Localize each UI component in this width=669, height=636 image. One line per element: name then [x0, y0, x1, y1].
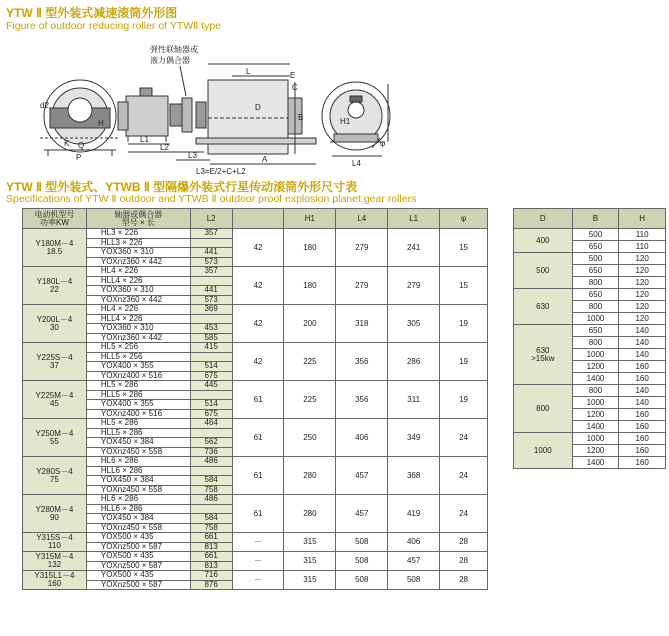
spec-title-cn: YTW Ⅱ 型外装式、YTWB Ⅱ 型隔爆外装式行星传动滚筒外形尺寸表: [6, 180, 358, 194]
height-cell: 140: [619, 397, 666, 409]
l2-cell: 813: [190, 561, 232, 571]
motor-model-cell: Y200L－4 30: [23, 305, 87, 343]
reducer-flange: [196, 102, 206, 128]
k-cell: 42: [232, 305, 284, 343]
h1-cell: 315: [284, 552, 336, 571]
l2-cell: [190, 504, 232, 514]
l1-cell: 406: [388, 533, 440, 552]
header-model: 电动机型号 功率KW: [23, 209, 87, 229]
drum-diameter-cell: 800: [514, 385, 573, 433]
phi-cell: 24: [440, 419, 488, 457]
h1-cell: 180: [284, 229, 336, 267]
l1-cell: 305: [388, 305, 440, 343]
l1-cell: 241: [388, 229, 440, 267]
height-cell: 160: [619, 409, 666, 421]
l1-cell: 311: [388, 381, 440, 419]
height-cell: 140: [619, 349, 666, 361]
coupling-cell: YOXnz360 × 442: [86, 257, 190, 267]
l2-cell: 876: [190, 580, 232, 590]
l4-cell: 406: [336, 419, 388, 457]
phi-cell: 28: [440, 571, 488, 590]
coupling-cell: HLL3 × 226: [86, 238, 190, 248]
height-cell: 160: [619, 421, 666, 433]
formula-L3: L3=E/2+C+L2: [196, 167, 246, 176]
phi-cell: 15: [440, 229, 488, 267]
coupling-cell: YOXnz500 × 587: [86, 580, 190, 590]
phi-cell: 19: [440, 305, 488, 343]
coupling-cell: HL3 × 226: [86, 229, 190, 239]
k-cell: 61: [232, 495, 284, 533]
coupling-cell: YOX500 × 435: [86, 533, 190, 543]
coupling-label-2: 液力偶合器: [150, 56, 190, 65]
motor-model-cell: Y280M－4 90: [23, 495, 87, 533]
belt-width-cell: 800: [572, 277, 619, 289]
k-cell: 61: [232, 381, 284, 419]
l2-cell: 441: [190, 286, 232, 296]
header-h1: H1: [284, 209, 336, 229]
coupling-cell: HLL5 × 286: [86, 428, 190, 438]
belt-width-cell: 1400: [572, 421, 619, 433]
phi-cell: 24: [440, 495, 488, 533]
h1-cell: 200: [284, 305, 336, 343]
coupling-cell: YOX450 × 384: [86, 514, 190, 524]
l1-cell: 279: [388, 267, 440, 305]
coupling-cell: HLL4 × 226: [86, 314, 190, 324]
coupling-cell: HL4 × 226: [86, 267, 190, 277]
h1-cell: 225: [284, 381, 336, 419]
l2-cell: 585: [190, 333, 232, 343]
l2-cell: 716: [190, 571, 232, 581]
k-cell: 42: [232, 267, 284, 305]
belt-width-cell: 500: [572, 253, 619, 265]
table-row: [514, 433, 666, 445]
motor-model-cell: Y315L1－4 160: [23, 571, 87, 590]
coupling-cell: YOX360 × 310: [86, 324, 190, 334]
phi-cell: 15: [440, 267, 488, 305]
dim-L1: L1: [140, 135, 149, 144]
coupling-cell: YOXnz450 × 558: [86, 447, 190, 457]
table-row: [23, 305, 488, 315]
dim-Q: Q: [78, 141, 85, 150]
coupling-body: [170, 66, 192, 132]
belt-width-cell: 650: [572, 325, 619, 337]
l2-cell: [190, 466, 232, 476]
l2-cell: [190, 390, 232, 400]
table-row: [23, 552, 488, 562]
table-row: [23, 495, 488, 505]
coupling-cell: HL6 × 286: [86, 457, 190, 467]
roller-outline-drawing: [0, 38, 669, 176]
belt-width-cell: 650: [572, 289, 619, 301]
dim-C: C: [292, 83, 298, 92]
height-cell: 160: [619, 457, 666, 469]
table-row: [23, 457, 488, 467]
dim-d2: d2: [40, 101, 49, 110]
k-cell: 61: [232, 457, 284, 495]
figure-title-en: Figure of outdoor reducing roller of YTWⅡ type: [6, 20, 222, 32]
dim-B: B: [298, 113, 304, 122]
drum-size-table: [513, 208, 666, 469]
l2-cell: 357: [190, 267, 232, 277]
spec-title-en: Specifications of YTW Ⅱ outdoor and YTWB Ⅱ outdoor proof explosion planet gear rollers: [6, 193, 417, 205]
l2-cell: [190, 238, 232, 248]
l2-cell: 661: [190, 552, 232, 562]
header-l2: L2: [190, 209, 232, 229]
table-row: [514, 229, 666, 241]
l2-cell: 357: [190, 229, 232, 239]
motor-model-cell: Y315S－4 110: [23, 533, 87, 552]
coupling-cell: HL5 × 286: [86, 381, 190, 391]
coupling-cell: YOXnz400 × 516: [86, 371, 190, 381]
height-cell: 120: [619, 301, 666, 313]
l2-cell: 675: [190, 409, 232, 419]
belt-width-cell: 650: [572, 241, 619, 253]
drum-diameter-cell: 1000: [514, 433, 573, 469]
height-cell: 110: [619, 241, 666, 253]
l1-cell: 368: [388, 457, 440, 495]
coupling-cell: YOX360 × 310: [86, 286, 190, 296]
belt-width-cell: 1400: [572, 457, 619, 469]
height-cell: 160: [619, 361, 666, 373]
h1-cell: 315: [284, 533, 336, 552]
height-cell: 120: [619, 265, 666, 277]
l2-cell: 584: [190, 514, 232, 524]
height-cell: 120: [619, 289, 666, 301]
l4-cell: 279: [336, 267, 388, 305]
l2-cell: 758: [190, 523, 232, 533]
belt-width-cell: 800: [572, 301, 619, 313]
l4-cell: 457: [336, 495, 388, 533]
l4-cell: 356: [336, 343, 388, 381]
header-phi: φ: [440, 209, 488, 229]
drum-diameter-cell: 630: [514, 289, 573, 325]
height-cell: 140: [619, 325, 666, 337]
header-b: B: [572, 209, 619, 229]
phi-cell: 19: [440, 381, 488, 419]
height-cell: 120: [619, 277, 666, 289]
belt-width-cell: 1200: [572, 361, 619, 373]
coupling-cell: YOXnz500 × 587: [86, 542, 190, 552]
l2-cell: 415: [190, 343, 232, 353]
table-row: [514, 289, 666, 301]
l4-cell: 508: [336, 552, 388, 571]
dim-H1: H1: [340, 117, 351, 126]
h1-cell: 225: [284, 343, 336, 381]
l2-cell: 441: [190, 248, 232, 258]
belt-width-cell: 800: [572, 385, 619, 397]
l2-cell: 758: [190, 485, 232, 495]
header-k: [232, 209, 284, 229]
belt-width-cell: 1000: [572, 433, 619, 445]
h1-cell: 180: [284, 267, 336, 305]
k-cell: －: [232, 533, 284, 552]
height-cell: 160: [619, 373, 666, 385]
l2-cell: 486: [190, 457, 232, 467]
dim-H: H: [98, 119, 104, 128]
h1-cell: 315: [284, 571, 336, 590]
h1-cell: 250: [284, 419, 336, 457]
k-cell: 42: [232, 343, 284, 381]
l2-cell: 661: [190, 533, 232, 543]
h1-cell: 280: [284, 457, 336, 495]
k-cell: 61: [232, 419, 284, 457]
l2-cell: 562: [190, 438, 232, 448]
table-row: [23, 343, 488, 353]
l2-cell: 369: [190, 305, 232, 315]
coupling-cell: YOX500 × 435: [86, 571, 190, 581]
dim-A: A: [262, 155, 268, 164]
figure-title-cn: YTW Ⅱ 型外装式减速滚筒外形图: [6, 6, 178, 20]
belt-width-cell: 1200: [572, 445, 619, 457]
header-l4: L4: [336, 209, 388, 229]
phi-cell: 28: [440, 552, 488, 571]
coupling-label-1: 弹性联轴器或: [150, 45, 198, 54]
l2-cell: 486: [190, 495, 232, 505]
l2-cell: 573: [190, 257, 232, 267]
coupling-cell: YOXnz450 × 558: [86, 485, 190, 495]
coupling-cell: HLL6 × 286: [86, 504, 190, 514]
header-l1: L1: [388, 209, 440, 229]
phi-cell: 19: [440, 343, 488, 381]
coupling-cell: HL5 × 256: [86, 343, 190, 353]
table-row: [23, 533, 488, 543]
l1-cell: 349: [388, 419, 440, 457]
coupling-cell: YOX400 × 355: [86, 362, 190, 372]
l1-cell: 286: [388, 343, 440, 381]
dim-E: E: [290, 71, 296, 80]
l2-cell: [190, 314, 232, 324]
header-coupling: 轴器或偶合器 型号 × 长: [86, 209, 190, 229]
l4-cell: 279: [336, 229, 388, 267]
phi-cell: 24: [440, 457, 488, 495]
k-cell: －: [232, 552, 284, 571]
l2-cell: 675: [190, 371, 232, 381]
l1-cell: 419: [388, 495, 440, 533]
height-cell: 110: [619, 229, 666, 241]
coupling-cell: YOXnz360 × 442: [86, 333, 190, 343]
table-row: [23, 419, 488, 429]
l4-cell: 318: [336, 305, 388, 343]
coupling-cell: HL4 × 226: [86, 305, 190, 315]
l1-cell: 508: [388, 571, 440, 590]
l2-cell: [190, 276, 232, 286]
l2-cell: [190, 352, 232, 362]
l2-cell: 573: [190, 295, 232, 305]
table-row: [23, 571, 488, 581]
coupling-cell: HLL4 × 226: [86, 276, 190, 286]
motor-model-cell: Y315M－4 132: [23, 552, 87, 571]
dim-L3: L3: [188, 151, 197, 160]
coupling-cell: HLL5 × 286: [86, 390, 190, 400]
height-cell: 140: [619, 337, 666, 349]
motor-model-cell: Y225S－4 37: [23, 343, 87, 381]
l2-cell: 736: [190, 447, 232, 457]
coupling-cell: YOX360 × 310: [86, 248, 190, 258]
l4-cell: 508: [336, 533, 388, 552]
table-row: [514, 325, 666, 337]
l2-cell: 514: [190, 362, 232, 372]
k-cell: －: [232, 571, 284, 590]
height-cell: 160: [619, 445, 666, 457]
belt-width-cell: 1400: [572, 373, 619, 385]
l1-cell: 457: [388, 552, 440, 571]
coupling-cell: YOXnz400 × 516: [86, 409, 190, 419]
dim-phi: φ: [380, 139, 386, 148]
table-row: [514, 253, 666, 265]
coupling-cell: YOX400 × 355: [86, 400, 190, 410]
coupling-cell: YOXnz450 × 558: [86, 523, 190, 533]
l2-cell: 464: [190, 419, 232, 429]
height-cell: 120: [619, 253, 666, 265]
height-cell: 140: [619, 385, 666, 397]
dim-L4: L4: [352, 159, 361, 168]
height-cell: 120: [619, 313, 666, 325]
dim-K: K: [64, 139, 70, 148]
table-row: [23, 381, 488, 391]
motor-model-cell: Y180L－4 22: [23, 267, 87, 305]
belt-width-cell: 1000: [572, 313, 619, 325]
belt-width-cell: 500: [572, 229, 619, 241]
l4-cell: 508: [336, 571, 388, 590]
l4-cell: 457: [336, 457, 388, 495]
spec-table: [22, 208, 488, 590]
coupling-cell: YOX450 × 384: [86, 476, 190, 486]
dim-D: D: [255, 103, 261, 112]
coupling-cell: YOX450 × 384: [86, 438, 190, 448]
l2-cell: 514: [190, 400, 232, 410]
l2-cell: 453: [190, 324, 232, 334]
coupling-cell: YOXnz360 × 442: [86, 295, 190, 305]
belt-width-cell: 1000: [572, 397, 619, 409]
phi-cell: 28: [440, 533, 488, 552]
l2-cell: [190, 428, 232, 438]
l2-cell: 813: [190, 542, 232, 552]
table-row: [514, 385, 666, 397]
belt-width-cell: 1200: [572, 409, 619, 421]
motor-model-cell: Y225M－4 45: [23, 381, 87, 419]
l2-cell: 445: [190, 381, 232, 391]
k-cell: 42: [232, 229, 284, 267]
header-h: H: [619, 209, 666, 229]
coupling-cell: HL6 × 286: [86, 495, 190, 505]
drum-diameter-cell: 500: [514, 253, 573, 289]
belt-width-cell: 650: [572, 265, 619, 277]
drum-diameter-cell: 400: [514, 229, 573, 253]
table-row: [23, 229, 488, 239]
motor-model-cell: Y280S－4 75: [23, 457, 87, 495]
l4-cell: 356: [336, 381, 388, 419]
belt-width-cell: 800: [572, 337, 619, 349]
h1-cell: 280: [284, 495, 336, 533]
motor-model-cell: Y250M－4 55: [23, 419, 87, 457]
dim-L: L: [246, 67, 251, 76]
coupling-cell: HL5 × 286: [86, 419, 190, 429]
height-cell: 160: [619, 433, 666, 445]
header-d: D: [514, 209, 573, 229]
drum-diameter-cell: 630 >15kw: [514, 325, 573, 385]
table-row: [23, 267, 488, 277]
belt-width-cell: 1000: [572, 349, 619, 361]
motor-body: [118, 88, 168, 142]
coupling-cell: HLL6 × 286: [86, 466, 190, 476]
coupling-cell: YOXnz500 × 587: [86, 561, 190, 571]
l2-cell: 584: [190, 476, 232, 486]
coupling-cell: HLL5 × 256: [86, 352, 190, 362]
coupling-cell: YOX500 × 435: [86, 552, 190, 562]
motor-model-cell: Y180M－4 18.5: [23, 229, 87, 267]
dim-L2: L2: [160, 143, 169, 152]
dim-P: P: [76, 153, 82, 162]
